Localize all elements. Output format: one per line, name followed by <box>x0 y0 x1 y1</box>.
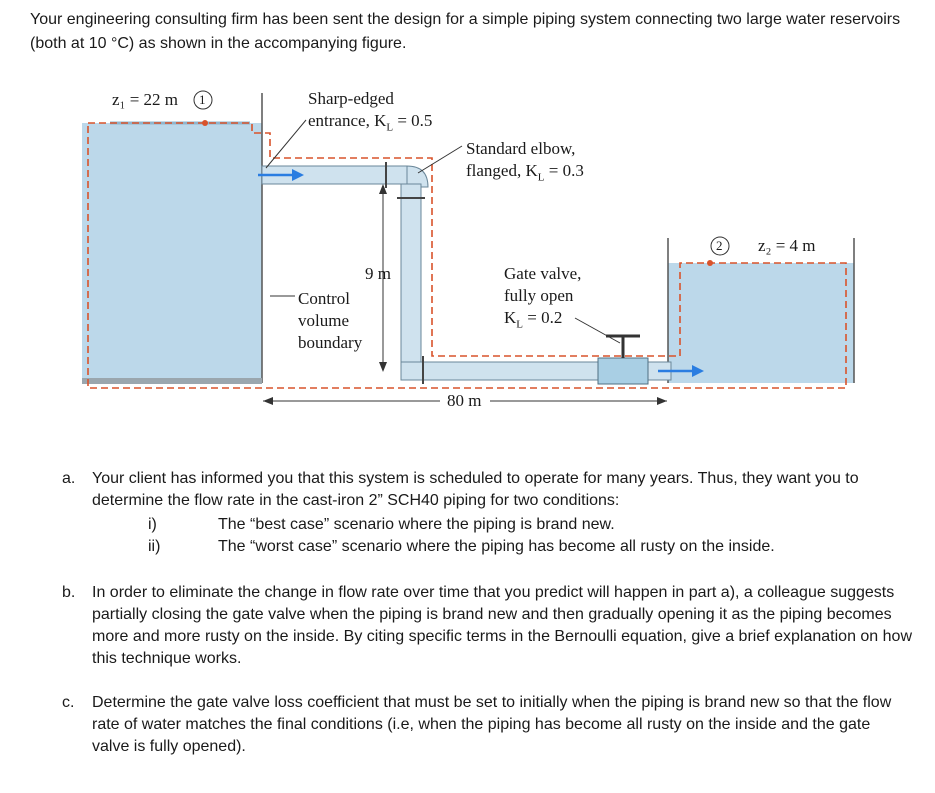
point-2-label: 2 <box>716 238 723 253</box>
part-c-text: Determine the gate valve loss coefficient that must be set to initially when the piping is brand new so that the flow rate of water matches the final conditions (i.e, when the piping has become all rusty on the inside and the gate valve is fully opened). <box>92 694 892 755</box>
point-2-dot <box>707 260 713 266</box>
elbow-leader <box>418 146 462 173</box>
z2-label: z₂ = 4 m <box>758 236 816 255</box>
reservoir-1-bottom <box>82 378 262 384</box>
length-arrow-left <box>263 397 273 405</box>
height-arrow-bottom <box>379 362 387 372</box>
reservoir-2-water <box>668 263 854 383</box>
piping-diagram <box>70 78 870 428</box>
entrance-label-line1: Sharp-edged <box>308 89 394 108</box>
part-a-mark: a. <box>62 470 76 487</box>
z1-label: z₁ = 22 m <box>112 90 179 109</box>
valve-label-line2: fully open <box>504 286 574 305</box>
valve-label-line3: $K_L = 0.2$ <box>504 308 563 331</box>
point-1-dot <box>202 120 208 126</box>
part-a-text: Your client has informed you that this system is scheduled to operate for many years. Thus, they want you to determine the flow rate in the cast-iron 2” SCH40 piping for two conditions: <box>92 470 859 509</box>
part-a-item-1-num: i) <box>148 516 157 533</box>
part-a-item-2-num: ii) <box>148 538 161 555</box>
part-a-item-1-text: The “best case” scenario where the piping is brand new. <box>218 516 615 533</box>
length-arrow-right <box>657 397 667 405</box>
elbow-label-line2: flanged, $K_L = 0.3$ <box>466 161 584 184</box>
part-c-mark: c. <box>62 694 75 711</box>
valve-leader <box>575 318 620 343</box>
part-a-item-1 <box>148 514 928 536</box>
elbow-label-line1: Standard elbow, <box>466 139 576 158</box>
cv-label-line3: boundary <box>298 333 363 352</box>
entrance-leader <box>266 120 306 168</box>
problem-intro: Your engineering consulting firm has been sent the design for a simple piping system connecting two large water reservoirs (both at 10 °C) as shown in the accompanying figure. <box>30 11 901 52</box>
part-b-text: In order to eliminate the change in flow rate over time that you predict will happen in part a), a colleague suggests partially closing the gate valve when the piping is brand new and then gradually opening it as the piping becomes more and more rusty on the inside. By citing specific terms in the Bernoulli equation, give a brief explanation on how this technique works. <box>92 584 912 667</box>
pipe-vertical <box>401 184 421 362</box>
cv-label-line2: volume <box>298 311 349 330</box>
part-a <box>62 468 922 518</box>
part-b-mark: b. <box>62 584 76 601</box>
part-a-item-2 <box>148 536 928 558</box>
gate-valve-body <box>598 358 648 384</box>
part-b <box>62 582 922 672</box>
height-label: 9 m <box>365 264 391 283</box>
valve-label-line1: Gate valve, <box>504 264 582 283</box>
entrance-label-line2: entrance, $K_L = 0.5$ <box>308 111 433 134</box>
point-1-label: 1 <box>199 92 206 107</box>
part-a-item-2-text: The “worst case” scenario where the piping has become all rusty on the inside. <box>218 538 775 555</box>
cv-label-line1: Control <box>298 289 350 308</box>
piping-system-figure <box>70 78 870 428</box>
length-label: 80 m <box>447 391 482 410</box>
part-c <box>62 692 922 762</box>
reservoir-1-water <box>82 123 262 378</box>
